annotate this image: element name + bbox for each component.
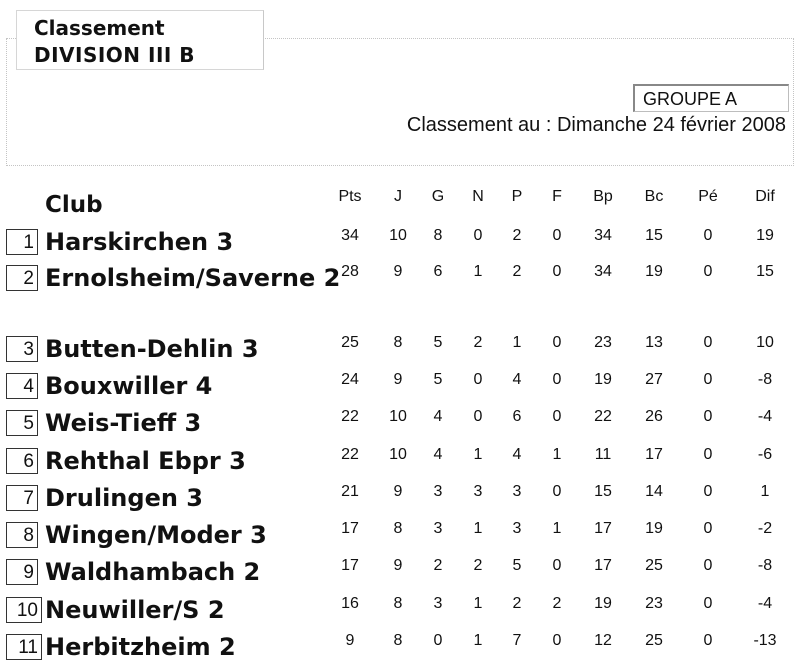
cell-j: 10 [389,446,407,463]
column-header-n: N [472,188,484,205]
rank-box: 8 [6,522,38,548]
cell-dif: -13 [753,632,777,649]
club-name: Weis-Tieff 3 [45,409,202,437]
cell-pe: 0 [703,227,713,244]
cell-pts: 22 [341,408,359,425]
cell-bc: 27 [645,371,663,388]
cell-p: 1 [512,334,522,351]
cell-pe: 0 [703,371,713,388]
cell-n: 1 [473,595,483,612]
club-name: Herbitzheim 2 [45,633,236,661]
cell-j: 9 [393,483,403,500]
cell-g: 4 [433,408,443,425]
cell-bc: 25 [645,557,663,574]
cell-bp: 12 [594,632,612,649]
cell-p: 3 [512,483,522,500]
cell-pts: 28 [341,263,359,280]
cell-f: 0 [552,227,562,244]
cell-pe: 0 [703,520,713,537]
cell-dif: -4 [757,595,773,612]
cell-p: 2 [512,595,522,612]
cell-g: 2 [433,557,443,574]
cell-pts: 24 [341,371,359,388]
cell-dif: 19 [756,227,774,244]
column-header-pe: Pé [698,188,718,205]
cell-n: 1 [473,446,483,463]
rank-box: 7 [6,485,38,511]
cell-g: 3 [433,595,443,612]
cell-bp: 19 [594,595,612,612]
cell-pe: 0 [703,263,713,280]
club-name: Ernolsheim/Saverne 2 [45,264,341,292]
page-title: Classement [34,16,165,40]
cell-p: 5 [512,557,522,574]
club-name: Harskirchen 3 [45,228,234,256]
cell-j: 9 [393,371,403,388]
rank-box: 1 [6,229,38,255]
club-name: Bouxwiller 4 [45,372,213,400]
column-header-pts: Pts [338,188,362,205]
cell-bp: 19 [594,371,612,388]
rank-box: 3 [6,336,38,362]
cell-pts: 16 [341,595,359,612]
cell-pts: 17 [341,557,359,574]
cell-n: 2 [473,557,483,574]
cell-pe: 0 [703,632,713,649]
cell-bc: 26 [645,408,663,425]
cell-p: 7 [512,632,522,649]
cell-f: 0 [552,334,562,351]
cell-bc: 14 [645,483,663,500]
cell-g: 3 [433,483,443,500]
cell-n: 1 [473,632,483,649]
standings-date: Classement au : Dimanche 24 février 2008 [406,114,786,136]
club-name: Butten-Dehlin 3 [45,335,259,363]
cell-j: 8 [393,520,403,537]
rank-box: 11 [6,634,42,660]
cell-p: 4 [512,371,522,388]
cell-pts: 25 [341,334,359,351]
cell-dif: -4 [757,408,773,425]
cell-bc: 25 [645,632,663,649]
cell-j: 8 [393,334,403,351]
column-header-bp: Bp [593,188,613,205]
cell-f: 0 [552,371,562,388]
cell-bc: 17 [645,446,663,463]
club-name: Waldhambach 2 [45,558,261,586]
cell-p: 6 [512,408,522,425]
cell-pts: 34 [341,227,359,244]
cell-dif: -6 [757,446,773,463]
column-header-p: P [511,188,523,205]
column-header-j: J [394,188,402,205]
cell-p: 4 [512,446,522,463]
rank-box: 6 [6,448,38,474]
cell-pts: 9 [345,632,355,649]
column-header-bc: Bc [644,188,664,205]
cell-bp: 23 [594,334,612,351]
cell-dif: 1 [760,483,770,500]
column-header-g: G [431,188,445,205]
cell-n: 0 [473,408,483,425]
cell-bc: 19 [645,263,663,280]
cell-g: 5 [433,334,443,351]
cell-n: 3 [473,483,483,500]
column-header-f: F [552,188,562,205]
cell-j: 10 [389,408,407,425]
cell-j: 9 [393,263,403,280]
cell-g: 8 [433,227,443,244]
club-name: Drulingen 3 [45,484,203,512]
cell-bp: 17 [594,520,612,537]
cell-pe: 0 [703,483,713,500]
cell-f: 0 [552,483,562,500]
cell-bp: 34 [594,227,612,244]
cell-n: 1 [473,520,483,537]
cell-pe: 0 [703,557,713,574]
cell-j: 8 [393,595,403,612]
cell-f: 0 [552,263,562,280]
rank-box: 5 [6,410,38,436]
club-name: Neuwiller/S 2 [45,596,225,624]
cell-dif: -2 [757,520,773,537]
cell-pts: 21 [341,483,359,500]
cell-bc: 15 [645,227,663,244]
division-title: DIVISION III B [34,43,196,67]
cell-p: 2 [512,227,522,244]
cell-bp: 15 [594,483,612,500]
cell-f: 1 [552,446,562,463]
rank-box: 9 [6,559,38,585]
club-column-header: Club [45,192,103,218]
cell-pe: 0 [703,446,713,463]
cell-pts: 22 [341,446,359,463]
cell-bp: 34 [594,263,612,280]
club-name: Rehthal Ebpr 3 [45,447,246,475]
cell-n: 1 [473,263,483,280]
cell-n: 0 [473,227,483,244]
cell-dif: 15 [756,263,774,280]
cell-g: 0 [433,632,443,649]
cell-n: 0 [473,371,483,388]
cell-bc: 23 [645,595,663,612]
cell-g: 3 [433,520,443,537]
cell-g: 4 [433,446,443,463]
cell-g: 5 [433,371,443,388]
cell-bc: 13 [645,334,663,351]
cell-pe: 0 [703,408,713,425]
cell-bp: 22 [594,408,612,425]
cell-f: 0 [552,632,562,649]
cell-f: 0 [552,408,562,425]
cell-n: 2 [473,334,483,351]
group-label: GROUPE A [633,84,789,112]
cell-dif: -8 [757,371,773,388]
cell-bp: 17 [594,557,612,574]
club-name: Wingen/Moder 3 [45,521,267,549]
cell-j: 10 [389,227,407,244]
cell-p: 3 [512,520,522,537]
cell-f: 1 [552,520,562,537]
cell-j: 8 [393,632,403,649]
cell-j: 9 [393,557,403,574]
cell-f: 2 [552,595,562,612]
cell-p: 2 [512,263,522,280]
cell-dif: 10 [756,334,774,351]
cell-bp: 11 [594,446,612,463]
cell-dif: -8 [757,557,773,574]
rank-box: 2 [6,265,38,291]
column-header-dif: Dif [755,188,775,205]
cell-bc: 19 [645,520,663,537]
cell-g: 6 [433,263,443,280]
title-box [16,10,264,70]
cell-f: 0 [552,557,562,574]
cell-pe: 0 [703,595,713,612]
cell-pts: 17 [341,520,359,537]
rank-box: 10 [6,597,42,623]
cell-pe: 0 [703,334,713,351]
rank-box: 4 [6,373,38,399]
